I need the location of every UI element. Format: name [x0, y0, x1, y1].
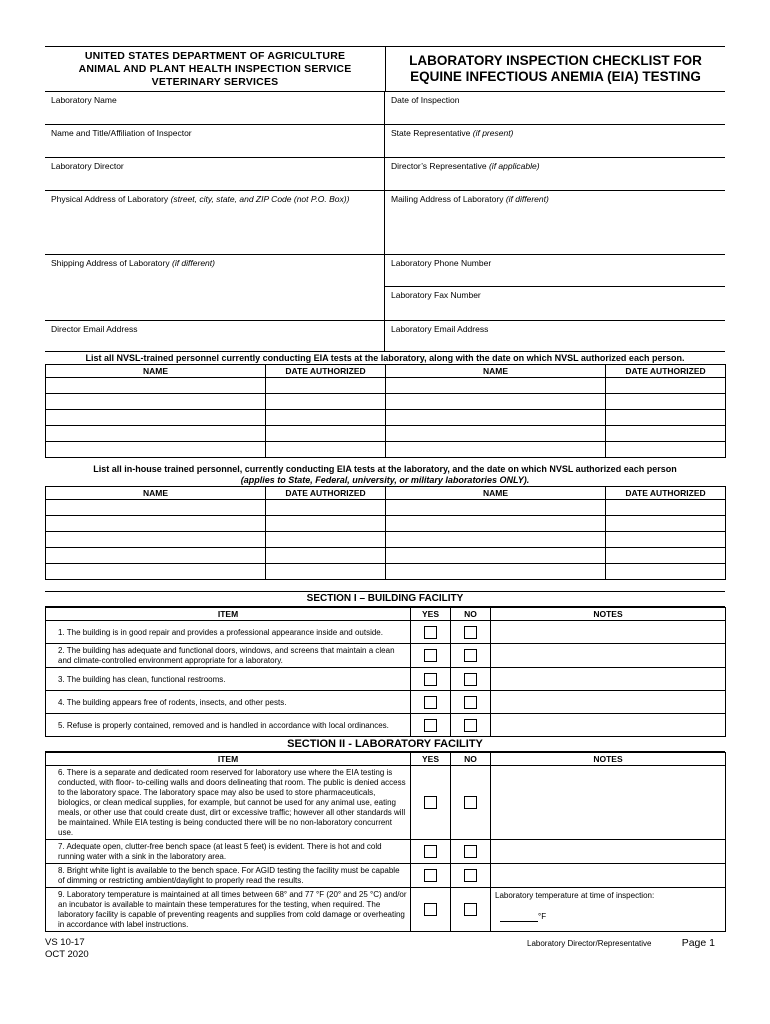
agency-line: UNITED STATES DEPARTMENT OF AGRICULTURE: [84, 50, 346, 62]
name-cell[interactable]: [46, 548, 266, 564]
field-label: Laboratory Email Address: [391, 324, 489, 334]
no-checkbox[interactable]: [464, 649, 477, 662]
field-label: Date of Inspection: [391, 95, 460, 105]
name-cell[interactable]: [386, 394, 606, 410]
title-line: LABORATORY INSPECTION CHECKLIST FOR: [409, 53, 702, 68]
date-cell[interactable]: [266, 410, 386, 426]
table-row: [46, 548, 726, 564]
date-cell[interactable]: [266, 516, 386, 532]
field-label: State Representative: [391, 128, 471, 138]
page-number: Page 1: [681, 937, 715, 949]
col-item-header: ITEM: [46, 753, 411, 766]
col-name-header: NAME: [386, 487, 606, 500]
col-yes-header: YES: [411, 753, 451, 766]
date-cell[interactable]: [266, 500, 386, 516]
section1-table: [45, 607, 726, 737]
item-text: 1. The building is in good repair and provides a professional appearance inside and outside.: [46, 621, 411, 644]
form-title: [386, 47, 725, 91]
field-label: Shipping Address of Laboratory: [51, 258, 170, 268]
field-label: Laboratory Name: [51, 95, 117, 105]
date-cell[interactable]: [266, 378, 386, 394]
table-row: [46, 532, 726, 548]
date-cell[interactable]: [606, 500, 726, 516]
date-cell[interactable]: [606, 516, 726, 532]
col-item-header: ITEM: [46, 608, 411, 621]
col-date-header: DATE AUTHORIZED: [606, 365, 726, 378]
name-cell[interactable]: [386, 548, 606, 564]
checklist-row: [46, 864, 726, 888]
yes-checkbox[interactable]: [424, 673, 437, 686]
phone-field[interactable]: [385, 255, 725, 287]
field-row: [45, 255, 725, 321]
field-label: Laboratory Director: [51, 161, 124, 171]
name-cell[interactable]: [386, 378, 606, 394]
inhouse-personnel-table: [45, 486, 726, 580]
name-cell[interactable]: [386, 516, 606, 532]
title-line: List all in-house trained personnel, currently conducting EIA tests at the laboratory, and the date on which NVSL authorized each person: [93, 464, 677, 474]
item-text: 4. The building appears free of rodents, insects, and other pests.: [46, 691, 411, 714]
yes-checkbox[interactable]: [424, 696, 437, 709]
item-text: 6. There is a separate and dedicated room reserved for laboratory use where the EIA testing is conducted, with floor- to-ceiling walls and doors delineating that room. The public is denied access to the laboratory space. The laboratory space may also be used to store pharmaceuticals, biologics, or clean medical supplies, for example, but cannot be used for any animal use, eating meals, or other use that could create dust, dirt or excessive traffic; however all other standards will be maintained. While EIA testing is being conducted there will be no non-laboratory concurrent use.: [46, 766, 411, 840]
field-label: Name and Title/Affiliation of Inspector: [51, 128, 192, 138]
table-row: [46, 564, 726, 580]
checklist-row: [46, 888, 726, 932]
name-cell[interactable]: [386, 426, 606, 442]
title-line: (applies to State, Federal, university, or military laboratories ONLY).: [240, 475, 530, 485]
notes-cell[interactable]: [491, 888, 726, 932]
col-date-header: DATE AUTHORIZED: [266, 487, 386, 500]
field-row: [45, 92, 725, 125]
director-rep-field[interactable]: [385, 158, 725, 190]
temp-unit: °F: [538, 912, 547, 921]
signature-label: Laboratory Director/Representative: [527, 939, 652, 948]
director-email-field[interactable]: [45, 321, 385, 351]
table-row: [46, 516, 726, 532]
no-checkbox[interactable]: [464, 903, 477, 916]
name-cell[interactable]: [46, 516, 266, 532]
col-date-header: DATE AUTHORIZED: [266, 365, 386, 378]
form-id: [45, 937, 89, 961]
col-date-header: DATE AUTHORIZED: [606, 487, 726, 500]
agency-block: [45, 47, 386, 91]
temp-input[interactable]: [500, 912, 538, 922]
table-row: [46, 442, 726, 458]
checklist-row: [46, 840, 726, 864]
field-label: Mailing Address of Laboratory: [391, 194, 504, 204]
item-text: 8. Bright white light is available to the bench space. For AGID testing the facility must be capable of dimming or restricting ambient/daylight to properly read the results.: [46, 864, 411, 888]
date-cell[interactable]: [266, 532, 386, 548]
field-label: Laboratory Phone Number: [391, 258, 492, 268]
inspection-form: [45, 46, 725, 932]
nvsl-personnel-table: [45, 364, 726, 458]
name-cell[interactable]: [386, 500, 606, 516]
state-rep-field[interactable]: [385, 125, 725, 157]
lab-director-field[interactable]: [45, 158, 385, 190]
col-yes-header: YES: [411, 608, 451, 621]
form-number: VS 10-17: [45, 937, 85, 948]
form-header: [45, 47, 725, 92]
col-no-header: NO: [451, 608, 491, 621]
no-checkbox[interactable]: [464, 796, 477, 809]
table-row: [46, 378, 726, 394]
form-date: OCT 2020: [45, 949, 89, 960]
name-cell[interactable]: [386, 564, 606, 580]
name-cell[interactable]: [46, 394, 266, 410]
notes-cell[interactable]: [491, 766, 726, 840]
col-name-header: NAME: [386, 365, 606, 378]
field-note: (street, city, state, and ZIP Code (not P.O. Box)): [170, 194, 350, 204]
agency-line: ANIMAL AND PLANT HEALTH INSPECTION SERVICE: [78, 63, 352, 75]
no-checkbox[interactable]: [464, 626, 477, 639]
item-text: 2. The building has adequate and functional doors, windows, and screens that maintain a clean and climate-controlled environment appropriate for a laboratory.: [46, 644, 411, 668]
physical-address-field[interactable]: [45, 191, 385, 254]
fax-field[interactable]: [385, 287, 725, 319]
date-cell[interactable]: [266, 394, 386, 410]
col-notes-header: NOTES: [491, 753, 726, 766]
date-cell[interactable]: [606, 426, 726, 442]
no-checkbox[interactable]: [464, 673, 477, 686]
section2-table: [45, 752, 726, 932]
date-cell[interactable]: [606, 548, 726, 564]
notes-cell[interactable]: [491, 840, 726, 864]
table-row: [46, 394, 726, 410]
field-note: (if different): [505, 194, 549, 204]
date-cell[interactable]: [266, 564, 386, 580]
field-row: [45, 191, 725, 255]
lab-email-field[interactable]: [385, 321, 725, 351]
notes-cell[interactable]: [491, 644, 726, 668]
date-cell[interactable]: [606, 442, 726, 458]
field-note: (if present): [472, 128, 514, 138]
name-cell[interactable]: [46, 378, 266, 394]
temp-note: Laboratory temperature at time of inspection:: [495, 891, 655, 900]
agency-line: VETERINARY SERVICES: [151, 76, 279, 88]
inspector-field[interactable]: [45, 125, 385, 157]
field-row: [45, 125, 725, 158]
yes-checkbox[interactable]: [424, 869, 437, 882]
date-cell[interactable]: [606, 564, 726, 580]
name-cell[interactable]: [46, 564, 266, 580]
title-line: EQUINE INFECTIOUS ANEMIA (EIA) TESTING: [410, 69, 701, 84]
table-row: [46, 500, 726, 516]
yes-checkbox[interactable]: [424, 626, 437, 639]
no-checkbox[interactable]: [464, 719, 477, 732]
checklist-row: [46, 691, 726, 714]
item-text: 7. Adequate open, clutter-free bench space (at least 5 feet) is evident. There is hot and cold running water with a sink in the laboratory area.: [46, 840, 411, 864]
yes-checkbox[interactable]: [424, 903, 437, 916]
name-cell[interactable]: [46, 442, 266, 458]
section2-title: SECTION II - LABORATORY FACILITY: [45, 737, 725, 752]
notes-cell[interactable]: [491, 691, 726, 714]
field-row: [45, 321, 725, 352]
checklist-row: [46, 621, 726, 644]
name-cell[interactable]: [46, 532, 266, 548]
phone-fax-group: [385, 255, 725, 320]
section1-title: SECTION I – BUILDING FACILITY: [45, 591, 725, 607]
field-label: Director Email Address: [51, 324, 138, 334]
name-cell[interactable]: [386, 442, 606, 458]
notes-cell[interactable]: [491, 668, 726, 691]
item-text: 5. Refuse is properly contained, removed and is handled in accordance with local ordinances.: [46, 714, 411, 737]
checklist-row: [46, 714, 726, 737]
notes-cell[interactable]: [491, 714, 726, 737]
name-cell[interactable]: [386, 532, 606, 548]
name-cell[interactable]: [46, 426, 266, 442]
col-no-header: NO: [451, 753, 491, 766]
no-checkbox[interactable]: [464, 696, 477, 709]
field-label: Laboratory Fax Number: [391, 290, 481, 300]
notes-cell[interactable]: [491, 864, 726, 888]
mailing-address-field[interactable]: [385, 191, 725, 254]
field-row: [45, 158, 725, 191]
date-cell[interactable]: [266, 548, 386, 564]
checklist-row: [46, 668, 726, 691]
lab-name-field[interactable]: [45, 92, 385, 124]
field-label: Physical Address of Laboratory: [51, 194, 169, 204]
checklist-row: [46, 766, 726, 840]
yes-checkbox[interactable]: [424, 845, 437, 858]
nvsl-personnel-title: List all NVSL-trained personnel currently conducting EIA tests at the laboratory, along with the date on which NVSL authorized each person.: [85, 353, 685, 363]
col-name-header: NAME: [46, 365, 266, 378]
date-cell[interactable]: [606, 378, 726, 394]
name-cell[interactable]: [386, 410, 606, 426]
no-checkbox[interactable]: [464, 845, 477, 858]
field-note: (if applicable): [488, 161, 540, 171]
checklist-row: [46, 644, 726, 668]
notes-cell[interactable]: [491, 621, 726, 644]
col-notes-header: NOTES: [491, 608, 726, 621]
date-cell[interactable]: [606, 410, 726, 426]
field-note: (if different): [171, 258, 215, 268]
yes-checkbox[interactable]: [424, 796, 437, 809]
no-checkbox[interactable]: [464, 869, 477, 882]
item-text: 3. The building has clean, functional restrooms.: [46, 668, 411, 691]
table-row: [46, 426, 726, 442]
yes-checkbox[interactable]: [424, 719, 437, 732]
field-label: Director’s Representative: [391, 161, 487, 171]
inhouse-personnel-title: [45, 458, 725, 486]
yes-checkbox[interactable]: [424, 649, 437, 662]
date-cell[interactable]: [266, 442, 386, 458]
name-cell[interactable]: [46, 500, 266, 516]
shipping-address-field[interactable]: [45, 255, 385, 320]
date-cell[interactable]: [606, 532, 726, 548]
col-name-header: NAME: [46, 487, 266, 500]
name-cell[interactable]: [46, 410, 266, 426]
date-inspection-field[interactable]: [385, 92, 725, 124]
item-text: 9. Laboratory temperature is maintained at all times between 68° and 77 °F (20° and 25 °C) and/or an incubator is available to maintain these temperatures for the testing, when required. The laboratory facility is capable of preventing reagents and supplies from cold damage or overheating in accordance with label instructions.: [46, 888, 411, 932]
date-cell[interactable]: [606, 394, 726, 410]
table-row: [46, 410, 726, 426]
date-cell[interactable]: [266, 426, 386, 442]
